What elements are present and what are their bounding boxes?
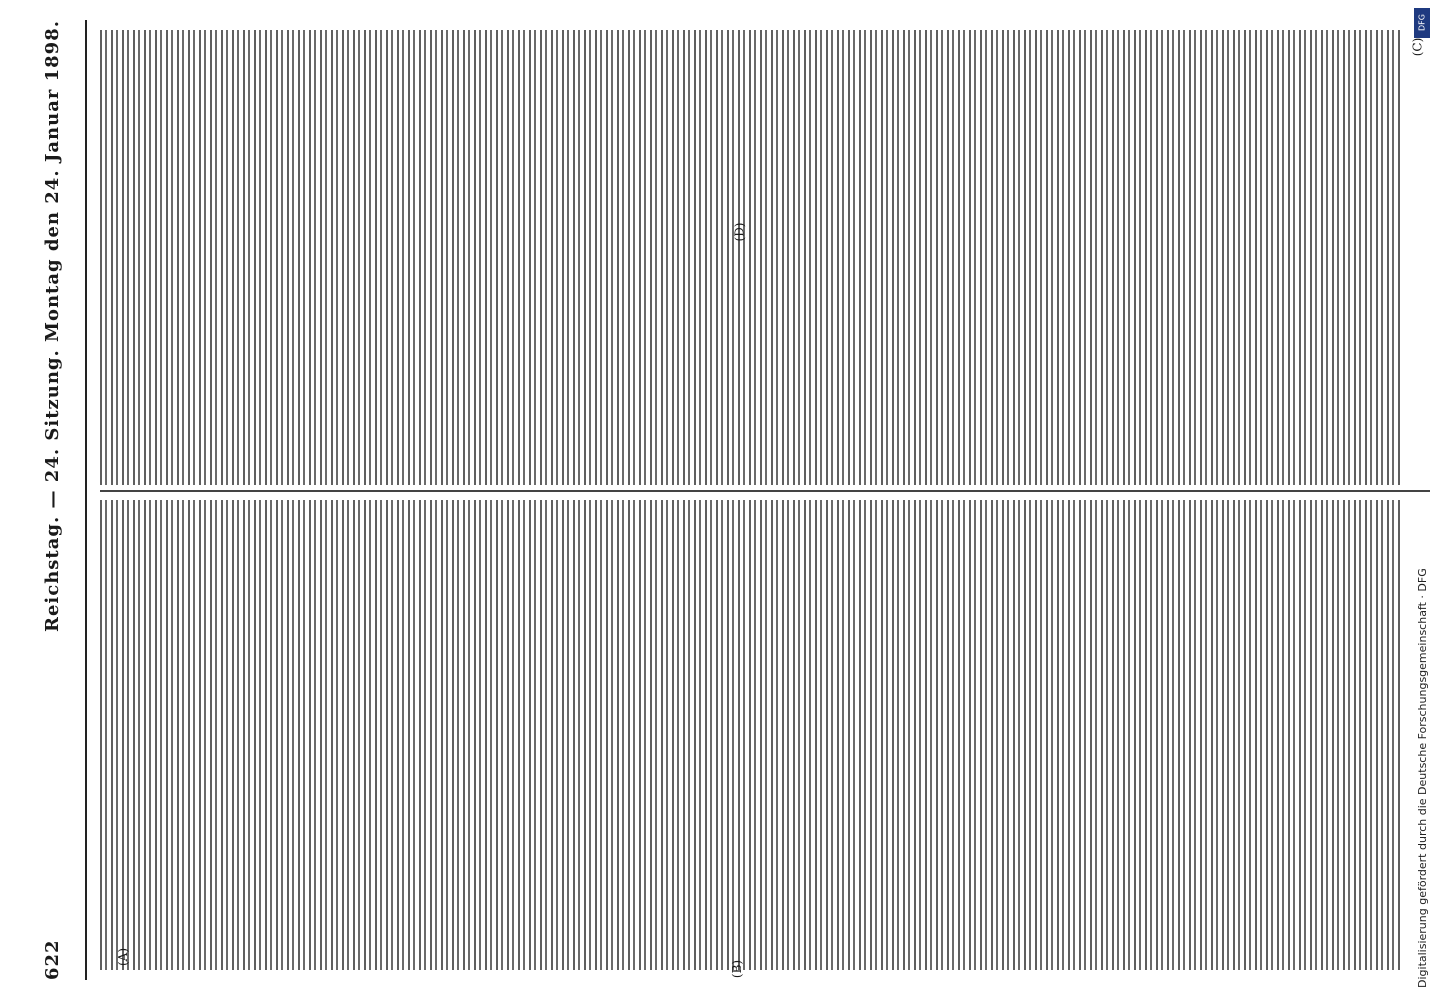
text-column-right <box>100 30 1400 485</box>
page-title: Reichstag. — 24. Sitzung. Montag den 24. Januar 1898. <box>41 20 63 632</box>
column-divider <box>100 490 1430 492</box>
header-rule <box>85 20 87 980</box>
text-column-left <box>100 500 1400 970</box>
margin-mark-d: (D) <box>732 222 747 242</box>
margin-mark-b: (B) <box>730 959 745 979</box>
margin-mark-a: (A) <box>116 947 131 967</box>
running-header <box>39 20 65 980</box>
margin-mark-c: (C) <box>1410 37 1425 57</box>
page-number: 622 <box>41 939 63 980</box>
digitization-credit: Digitalisierung gefördert durch die Deutsche Forschungsgemeinschaft · DFG <box>1416 568 1429 988</box>
dfg-logo: DFG <box>1414 8 1430 38</box>
